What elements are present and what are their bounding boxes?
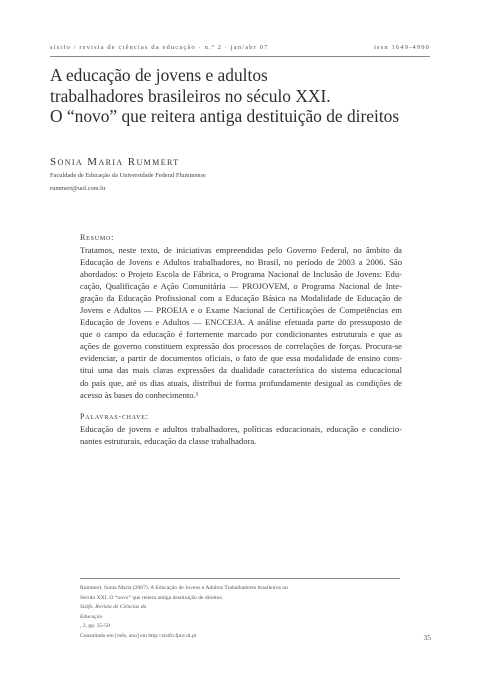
abstract-label: Resumo: <box>80 233 115 242</box>
keywords-line: Educação de jovens e adultos trabalhadores, políticas educacionais, educação e condicio- <box>80 424 402 434</box>
abstract-line: titui uma das mais claras expressões da dualidade característica do sistema educacional <box>80 365 402 376</box>
abstract-line: Jovens e Adultos — PROEJA e o Exame Nacional de Certificações de Competências em <box>80 305 402 316</box>
author-name: Sonia Maria Rummert <box>50 156 180 168</box>
abstract-line: gração da Educação Profissional com a Educação Básica na Modalidade de Educação de <box>80 293 402 304</box>
page-number: 35 <box>423 633 431 642</box>
citation-line: Rummert, Sonia Maria (2007). A Educação de Jovens e Adultos Trabalhadores brasileiros no <box>80 585 288 591</box>
journal-info: sísifo / revista de ciências da educação · n.º 2 · jan/abr 07 <box>50 44 269 51</box>
citation-journal: Educação <box>80 613 103 620</box>
citation-line: Consultado em [mês, ano] em http://sisifo.fpce.ul.pt <box>80 632 197 639</box>
abstract-line: Educação de Jovens e Adultos — ENCCEJA. A análise efetuada parte do pressuposto de <box>80 317 402 328</box>
citation-journal: Sísifo. Revista de Ciências da <box>80 604 147 611</box>
abstract-section <box>80 233 402 401</box>
issn: issn 1649-4990 <box>374 44 430 51</box>
footer-divider <box>80 578 400 579</box>
keywords-text <box>80 423 402 447</box>
keywords-section <box>80 412 402 447</box>
header-divider <box>50 56 430 57</box>
abstract-line: Tratamos, neste texto, de iniciativas empreendidas pelo Governo Federal, no âmbito da <box>80 245 402 255</box>
abstract-line: do país que, até os dias atuais, distribui de forma profundamente desigual as condições de <box>80 377 402 388</box>
title-line: A educação de jovens e adultos <box>50 65 268 85</box>
title-line: O “novo” que reitera antiga destituição de direitos <box>50 106 400 126</box>
abstract-text <box>80 244 402 401</box>
citation-text: , 2, pp. 35-50 <box>80 623 110 630</box>
article-title <box>50 65 440 127</box>
keywords-label: Palavras-chave: <box>80 412 149 421</box>
abstract-line: evidenciar, a partir de documentos oficiais, o fato de que essa modalidade de ensino cons- <box>80 353 402 364</box>
abstract-line: Educação de Jovens e Adultos trabalhadores, no Brasil, no período de 2003 a 2006. São <box>80 257 402 268</box>
citation-line <box>80 613 402 632</box>
title-line: trabalhadores brasileiros no século XXI. <box>50 85 331 106</box>
running-head <box>50 44 430 51</box>
abstract-line: cação, Qualificação e Ação Comunitária — PROJOVEM, o Programa Nacional de Inte- <box>80 281 402 292</box>
abstract-line: que o campo da educação é fortemente marcado por condicionantes estruturais e que as <box>80 329 402 340</box>
citation-text: Século XXI. O “novo” que reitera antiga destituição de direitos. <box>80 594 224 601</box>
abstract-line: acesso às bases do conhecimento.¹ <box>80 389 199 400</box>
abstract-line: abordados: o Projeto Escola de Fábrica, o Programa Nacional de Inclusão de Jovens: Edu- <box>80 269 402 280</box>
abstract-line: ações de governo constituem expressão dos processos de correlações de forças. Procura-se <box>80 341 402 352</box>
citation-line <box>80 594 402 613</box>
citation-block <box>80 584 402 642</box>
keywords-line: nantes estruturais, educação da classe trabalhadora. <box>80 436 257 447</box>
author-email: rummert@uol.com.br <box>50 185 106 192</box>
author-affiliation: Faculdade de Educação da Universidade Federal Fluminense <box>50 172 206 179</box>
